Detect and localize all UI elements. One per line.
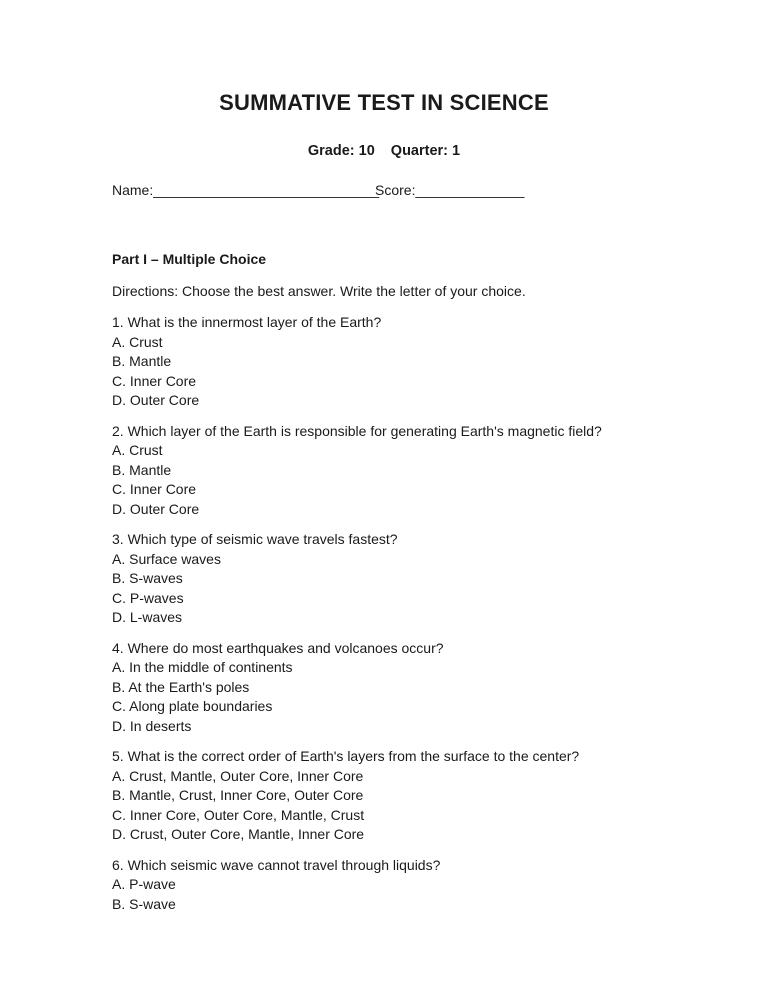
choice-line: C. P-waves xyxy=(112,589,184,606)
choice-line: B. At the Earth's poles xyxy=(112,678,250,695)
question-block xyxy=(112,313,656,411)
questions-list xyxy=(112,313,656,914)
question-text: 2. Which layer of the Earth is responsible for generating Earth's magnetic field? xyxy=(112,422,602,439)
question-text: 5. What is the correct order of Earth's layers from the surface to the center? xyxy=(112,748,580,764)
choice-line: D. Crust, Outer Core, Mantle, Inner Core xyxy=(112,826,365,842)
choice-line: D. Outer Core xyxy=(112,392,200,408)
question-block xyxy=(112,856,656,915)
score-blank: Score:______________ xyxy=(375,182,525,198)
choice-line: C. Inner Core xyxy=(112,372,197,389)
choice-line: A. In the middle of continents xyxy=(112,659,293,675)
question-block xyxy=(112,422,656,520)
question-block xyxy=(112,530,656,628)
subtitle-row xyxy=(112,143,656,159)
choice-line: C. Inner Core, Outer Core, Mantle, Crust xyxy=(112,806,365,823)
question-text: 4. Where do most earthquakes and volcanoes occur? xyxy=(112,639,444,656)
choice-line: B. Mantle, Crust, Inner Core, Outer Core xyxy=(112,787,364,803)
document-title: SUMMATIVE TEST IN SCIENCE xyxy=(219,90,549,115)
choice-line: D. In deserts xyxy=(112,717,192,734)
choice-line: B. Mantle xyxy=(112,353,172,369)
choice-line: A. Crust, Mantle, Outer Core, Inner Core xyxy=(112,767,364,784)
question-block xyxy=(112,639,656,737)
grade-label: Grade: 10 xyxy=(307,143,375,159)
name-blank: Name:_____________________________ xyxy=(112,182,380,198)
name-score-row xyxy=(112,182,656,198)
choice-line: C. Along plate boundaries xyxy=(112,698,273,714)
choice-line: D. Outer Core xyxy=(112,500,200,517)
directions-text: Directions: Choose the best answer. Write the letter of your choice. xyxy=(112,282,526,299)
choice-line: D. L-waves xyxy=(112,609,183,625)
question-text: 1. What is the innermost layer of the Earth? xyxy=(112,314,382,330)
choice-line: B. S-waves xyxy=(112,570,183,586)
part-heading: Part I – Multiple Choice xyxy=(112,251,267,267)
quarter-label: Quarter: 1 xyxy=(390,143,461,159)
choice-line: A. Crust xyxy=(112,333,163,350)
choice-line: B. Mantle xyxy=(112,461,172,478)
question-text: 3. Which type of seismic wave travels fastest? xyxy=(112,531,398,547)
choice-line: A. Crust xyxy=(112,442,163,458)
choice-line: C. Inner Core xyxy=(112,481,197,497)
choice-line: B. S-wave xyxy=(112,895,176,912)
choice-line: A. Surface waves xyxy=(112,550,221,567)
question-block xyxy=(112,747,656,845)
question-text: 6. Which seismic wave cannot travel through liquids? xyxy=(112,856,441,873)
choice-line: A. P-wave xyxy=(112,876,176,892)
